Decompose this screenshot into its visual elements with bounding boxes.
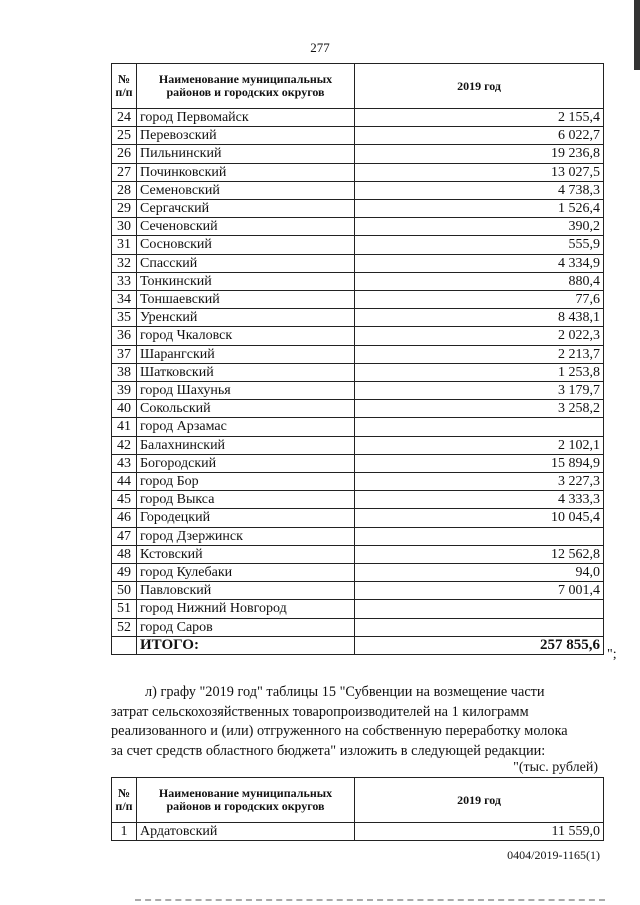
row-value: 1 526,4 — [355, 200, 604, 218]
header-number: № п/п — [112, 778, 137, 823]
scan-edge-mark — [634, 0, 640, 70]
row-number: 44 — [112, 473, 137, 491]
row-value: 4 738,3 — [355, 181, 604, 199]
row-value: 2 155,4 — [355, 109, 604, 127]
total-row — [112, 636, 604, 654]
paragraph-line: л) графу "2019 год" таблицы 15 "Субвенции на возмещение части — [145, 684, 545, 700]
paragraph-line: затрат сельскохозяйственных товаропроизводителей на 1 килограмм — [111, 703, 529, 720]
table-row — [112, 509, 604, 527]
row-number: 45 — [112, 491, 137, 509]
table-row — [112, 582, 604, 600]
table-row — [112, 236, 604, 254]
row-value: 1 253,8 — [355, 363, 604, 381]
row-name: Балахнинский — [137, 436, 355, 454]
total-value: 257 855,6 — [355, 636, 604, 654]
row-number: 47 — [112, 527, 137, 545]
row-name: Сеченовский — [137, 218, 355, 236]
row-number: 40 — [112, 400, 137, 418]
row-number: 43 — [112, 454, 137, 472]
row-number: 31 — [112, 236, 137, 254]
table-row — [112, 600, 604, 618]
header-name: Наименование муниципальных районов и городских округов — [137, 64, 355, 109]
table-row — [112, 564, 604, 582]
table-row — [112, 363, 604, 381]
table-row — [112, 145, 604, 163]
row-name: Городецкий — [137, 509, 355, 527]
total-blank — [112, 636, 137, 654]
row-name: Починковский — [137, 163, 355, 181]
row-number: 49 — [112, 564, 137, 582]
row-value: 4 333,3 — [355, 491, 604, 509]
row-number: 51 — [112, 600, 137, 618]
table-row — [112, 345, 604, 363]
row-number: 27 — [112, 163, 137, 181]
row-value: 7 001,4 — [355, 582, 604, 600]
table-row — [112, 291, 604, 309]
row-number: 29 — [112, 200, 137, 218]
row-number: 37 — [112, 345, 137, 363]
row-name: Кстовский — [137, 545, 355, 563]
row-name: Сосновский — [137, 236, 355, 254]
table-row — [112, 382, 604, 400]
row-number: 42 — [112, 436, 137, 454]
row-number: 46 — [112, 509, 137, 527]
table-row — [112, 309, 604, 327]
row-name: город Дзержинск — [137, 527, 355, 545]
row-value: 2 213,7 — [355, 345, 604, 363]
row-value: 12 562,8 — [355, 545, 604, 563]
header-year: 2019 год — [355, 64, 604, 109]
row-name: город Арзамас — [137, 418, 355, 436]
closing-quote: "; — [607, 647, 617, 662]
row-name: город Чкаловск — [137, 327, 355, 345]
row-name: Тоншаевский — [137, 291, 355, 309]
row-value: 19 236,8 — [355, 145, 604, 163]
page-number: 277 — [310, 40, 330, 55]
row-name: Ардатовский — [137, 823, 355, 841]
row-number: 30 — [112, 218, 137, 236]
units-label: "(тыс. рублей) — [513, 760, 598, 775]
row-name: Уренский — [137, 309, 355, 327]
row-number: 41 — [112, 418, 137, 436]
row-number: 52 — [112, 618, 137, 636]
row-number: 1 — [112, 823, 137, 841]
table-row — [112, 200, 604, 218]
row-number: 48 — [112, 545, 137, 563]
row-name: город Выкса — [137, 491, 355, 509]
row-number: 50 — [112, 582, 137, 600]
subsidy-table-15 — [111, 777, 604, 841]
row-number: 38 — [112, 363, 137, 381]
row-name: Перевозский — [137, 127, 355, 145]
row-name: Богородский — [137, 454, 355, 472]
row-value: 6 022,7 — [355, 127, 604, 145]
row-value: 10 045,4 — [355, 509, 604, 527]
row-number: 24 — [112, 109, 137, 127]
table-row — [112, 418, 604, 436]
row-value: 2 022,3 — [355, 327, 604, 345]
row-value: 2 102,1 — [355, 436, 604, 454]
table-row — [112, 163, 604, 181]
row-number: 34 — [112, 291, 137, 309]
row-number: 25 — [112, 127, 137, 145]
row-name: Тонкинский — [137, 272, 355, 290]
row-name: Спасский — [137, 254, 355, 272]
table-row — [112, 823, 604, 841]
document-code: 0404/2019-1165(1) — [507, 848, 600, 862]
row-value: 555,9 — [355, 236, 604, 254]
row-name: Пильнинский — [137, 145, 355, 163]
table-row — [112, 254, 604, 272]
table-row — [112, 400, 604, 418]
table-row — [112, 473, 604, 491]
table-row — [112, 327, 604, 345]
row-name: Сергачский — [137, 200, 355, 218]
row-name: город Бор — [137, 473, 355, 491]
table-row — [112, 454, 604, 472]
row-name: Шатковский — [137, 363, 355, 381]
row-value: 13 027,5 — [355, 163, 604, 181]
row-value — [355, 618, 604, 636]
row-value: 4 334,9 — [355, 254, 604, 272]
table-row — [112, 436, 604, 454]
table-row — [112, 181, 604, 199]
row-value: 3 179,7 — [355, 382, 604, 400]
row-value: 8 438,1 — [355, 309, 604, 327]
table-row — [112, 127, 604, 145]
row-name: Шарангский — [137, 345, 355, 363]
table-row — [112, 272, 604, 290]
row-number: 26 — [112, 145, 137, 163]
row-name: город Нижний Новгород — [137, 600, 355, 618]
row-number: 28 — [112, 181, 137, 199]
subsidy-table-continued — [111, 63, 604, 655]
row-name: Семеновский — [137, 181, 355, 199]
row-value — [355, 418, 604, 436]
row-name: город Кулебаки — [137, 564, 355, 582]
table-row — [112, 618, 604, 636]
header-number: № п/п — [112, 64, 137, 109]
row-number: 39 — [112, 382, 137, 400]
row-value — [355, 527, 604, 545]
amendment-paragraph — [111, 683, 603, 761]
table-row — [112, 527, 604, 545]
row-name: город Первомайск — [137, 109, 355, 127]
row-name: город Шахунья — [137, 382, 355, 400]
row-value: 3 258,2 — [355, 400, 604, 418]
row-value: 11 559,0 — [355, 823, 604, 841]
table-row — [112, 491, 604, 509]
row-name: город Саров — [137, 618, 355, 636]
row-name: Сокольский — [137, 400, 355, 418]
table-header-row — [112, 778, 604, 823]
total-label: ИТОГО: — [137, 636, 355, 654]
table-row — [112, 218, 604, 236]
table-header-row — [112, 64, 604, 109]
header-year: 2019 год — [355, 778, 604, 823]
row-number: 36 — [112, 327, 137, 345]
table-row — [112, 109, 604, 127]
row-number: 35 — [112, 309, 137, 327]
row-number: 32 — [112, 254, 137, 272]
paragraph-line: реализованного и (или) отгруженного на собственную переработку молока — [111, 723, 568, 739]
row-value — [355, 600, 604, 618]
row-value: 77,6 — [355, 291, 604, 309]
row-value: 15 894,9 — [355, 454, 604, 472]
paragraph-line: за счет средств областного бюджета" изложить в следующей редакции: — [111, 742, 546, 759]
row-value: 880,4 — [355, 272, 604, 290]
row-name: Павловский — [137, 582, 355, 600]
row-value: 3 227,3 — [355, 473, 604, 491]
row-value: 94,0 — [355, 564, 604, 582]
row-number: 33 — [112, 272, 137, 290]
row-value: 390,2 — [355, 218, 604, 236]
footer-rule — [135, 899, 605, 903]
header-name: Наименование муниципальных районов и городских округов — [137, 778, 355, 823]
table-row — [112, 545, 604, 563]
